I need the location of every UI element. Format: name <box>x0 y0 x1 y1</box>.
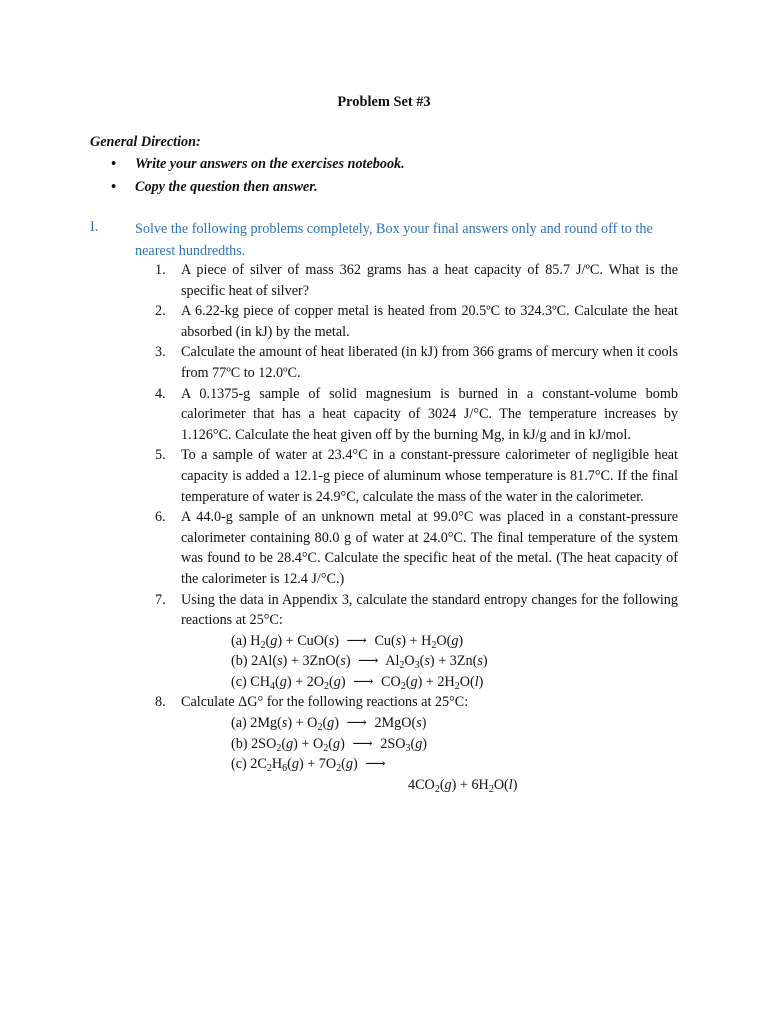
equation-list <box>181 631 678 693</box>
problem-number: 5. <box>155 447 166 464</box>
bullet-icon: • <box>111 156 116 172</box>
problem-text: A 44.0-g sample of an unknown metal at 99.0°C was placed in a constant-pressure calorimeter containing 80.0 g of water at 24.0°C. The final temperature of the system was found to be 28.4°C. Calculate the specific heat of the metal. (The heat capacity of the calorimeter is 12.4 J/°C.) <box>181 509 678 587</box>
problem-text: A 0.1375-g sample of solid magnesium is burned in a constant-volume bomb calorimeter that has a heat capacity of 3024 J/°C. The temperature increases by 1.126°C. Calculate the heat given off by the burning Mg, in kJ/g and in kJ/mol. <box>181 385 678 443</box>
chemical-equation: (c) $CH_4(g) + 2O_2(g)$ ⟶ $CO_2(g) + 2H_2O(l)$ <box>231 673 484 692</box>
section-numeral: I. <box>90 219 99 235</box>
chemical-equation: (a) $H_2(g) + CuO(s)$ ⟶ $Cu(s) + H_2O(g)$ <box>231 632 464 651</box>
general-direction-heading: General Direction: <box>90 134 201 150</box>
problem-item <box>155 260 678 301</box>
bullet-icon: • <box>111 179 116 195</box>
equation-list <box>181 713 678 795</box>
problem-number: 8. <box>155 694 166 711</box>
problem-item <box>155 590 678 693</box>
problem-number: 2. <box>155 303 166 320</box>
problem-list <box>155 260 678 795</box>
problem-text: A piece of silver of mass 362 grams has a heat capacity of 85.7 J/ºC. What is the specific heat of silver? <box>181 262 678 299</box>
problem-text: Using the data in Appendix 3, calculate the standard entropy changes for the following reactions at 25°C: <box>181 591 678 629</box>
problem-text: Calculate ΔG° for the following reactions at 25°C: <box>181 694 469 711</box>
problem-number: 3. <box>155 344 166 361</box>
problem-number: 7. <box>155 591 166 608</box>
problem-number: 1. <box>155 262 166 278</box>
chemical-equation: (b) 2Al(s) + 3ZnO(s) ⟶ $Al_2O_3(s) + 3Zn(s)$ <box>231 653 488 672</box>
problem-text: A 6.22-kg piece of copper metal is heated from 20.5ºC to 324.3ºC. Calculate the heat absorbed (in kJ) by the metal. <box>181 303 678 340</box>
problem-item <box>155 301 678 342</box>
direction-list <box>111 156 405 202</box>
problem-item <box>155 692 678 795</box>
section-instruction: Solve the following problems completely, Box your final answers only and round off to the nearest hundredths. <box>135 221 653 259</box>
problem-number: 6. <box>155 509 166 526</box>
chemical-equation: (b) $2SO_2(g) + O_2(g)$ ⟶ $2SO_3(g)$ <box>231 735 428 754</box>
problem-item <box>155 445 678 507</box>
problem-item <box>155 342 678 383</box>
problem-number: 4. <box>155 385 166 402</box>
direction-item: • Copy the question then answer. <box>111 179 318 195</box>
problem-item <box>155 507 678 589</box>
problem-text: To a sample of water at 23.4°C in a constant-pressure calorimeter of negligible heat capacity is added a 12.1-g piece of aluminum whose temperature is 81.7°C. If the final temperature of water is 24.9°C, calculate the mass of the water in the calorimeter. <box>181 447 678 505</box>
direction-item: • Write your answers on the exercises notebook. <box>111 156 405 172</box>
page-title: Problem Set #3 <box>337 94 431 110</box>
chemical-equation: (a) $2Mg(s) + O_2(g)$ ⟶ 2MgO(s) <box>231 715 427 734</box>
problem-item <box>155 384 678 446</box>
chemical-equation: (c) $2C_2H_6(g) + 7O_2(g)$ ⟶ $4CO_2(g) + 6H_2O(l)$ <box>231 756 518 795</box>
problem-text: Calculate the amount of heat liberated (in kJ) from 366 grams of mercury when it cools from 77ºC to 12.0ºC. <box>181 344 678 381</box>
